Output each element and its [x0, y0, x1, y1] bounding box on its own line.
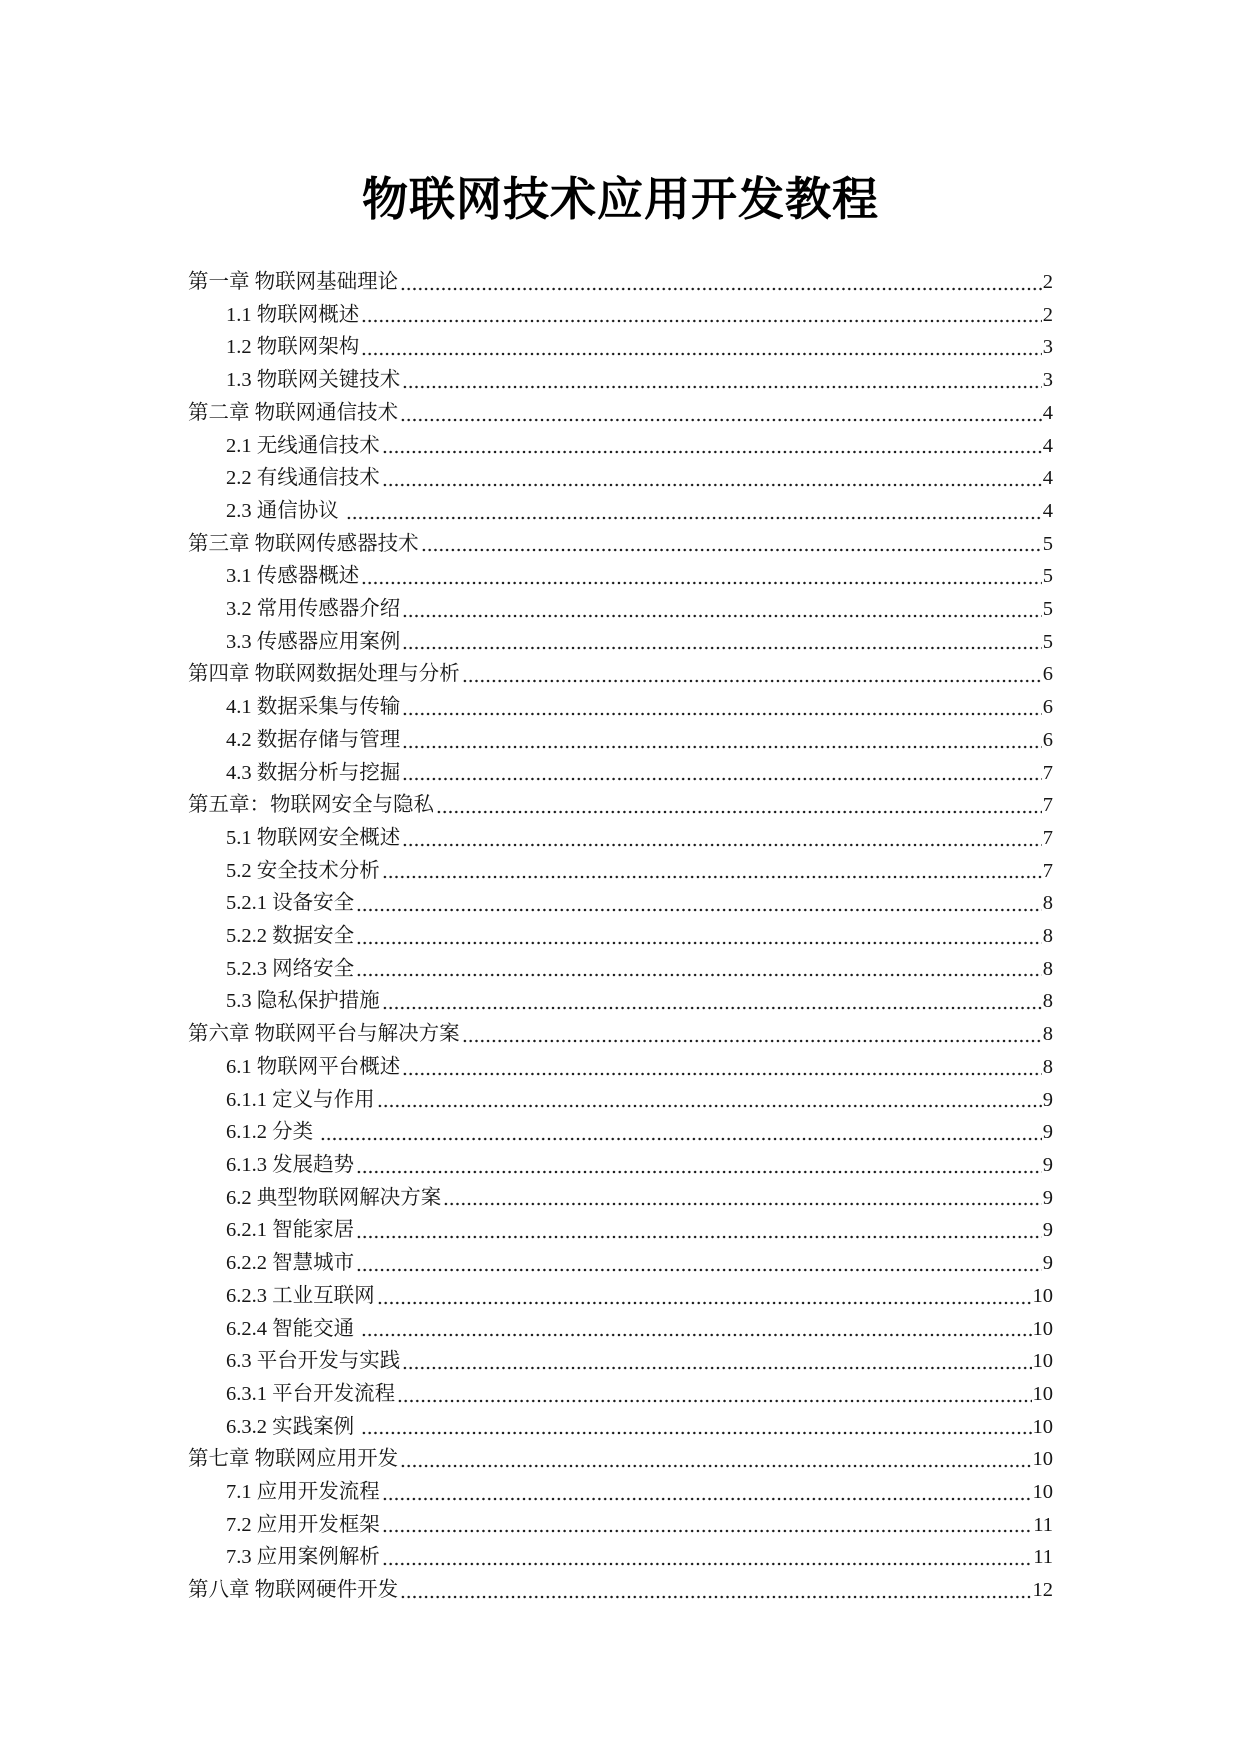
toc-leader-dots	[402, 724, 1042, 757]
toc-entry-label: 6.2.3 工业互联网	[226, 1284, 375, 1307]
toc-entry-page: 10	[1032, 1350, 1053, 1373]
toc-entry-label: 3.2 常用传感器介绍	[226, 598, 401, 621]
toc-entry[interactable]	[188, 364, 1053, 397]
toc-entry-label: 7.2 应用开发框架	[226, 1513, 380, 1536]
toc-leader-dots	[356, 920, 1042, 953]
toc-entry[interactable]	[188, 331, 1053, 364]
toc-entry-label: 6.2 典型物联网解决方案	[226, 1186, 442, 1209]
toc-entry-label: 第四章 物联网数据处理与分析	[188, 663, 460, 686]
toc-entry-label: 5.2 安全技术分析	[226, 859, 380, 882]
toc-leader-dots	[356, 1149, 1042, 1182]
toc-entry[interactable]	[188, 1247, 1053, 1280]
toc-entry[interactable]	[188, 593, 1053, 626]
toc-entry-label: 3.1 传感器概述	[226, 565, 360, 588]
toc-entry-page: 10	[1032, 1481, 1053, 1504]
toc-entry-label: 5.3 隐私保护措施	[226, 990, 380, 1013]
toc-entry[interactable]	[188, 1280, 1053, 1313]
toc-leader-dots	[382, 462, 1042, 495]
toc-entry-page: 11	[1033, 1546, 1053, 1569]
toc-entry-page: 4	[1042, 499, 1053, 522]
toc-entry-label: 2.2 有线通信技术	[226, 467, 380, 490]
toc-entry[interactable]	[188, 560, 1053, 593]
toc-entry[interactable]	[188, 1443, 1053, 1476]
toc-entry-label: 7.3 应用案例解析	[226, 1546, 380, 1569]
toc-entry-page: 2	[1042, 271, 1053, 293]
toc-entry[interactable]	[188, 953, 1053, 986]
toc-entry-label: 6.3 平台开发与实践	[226, 1350, 401, 1373]
toc-entry[interactable]	[188, 1313, 1053, 1346]
toc-leader-dots	[356, 1214, 1042, 1247]
toc-leader-dots	[361, 331, 1042, 364]
toc-leader-dots	[361, 1411, 1031, 1444]
toc-entry-page: 9	[1042, 1252, 1053, 1275]
toc-entry-page: 10	[1032, 1317, 1053, 1340]
toc-leader-dots	[400, 266, 1042, 299]
toc-entry-label: 1.3 物联网关键技术	[226, 369, 401, 392]
toc-entry[interactable]	[188, 822, 1053, 855]
toc-entry-page: 10	[1032, 1448, 1053, 1471]
toc-entry-page: 8	[1042, 1055, 1053, 1078]
toc-entry-label: 第二章 物联网通信技术	[188, 401, 399, 424]
toc-entry-page: 7	[1042, 826, 1053, 849]
toc-leader-dots	[402, 1345, 1031, 1378]
toc-entry-page: 8	[1042, 1023, 1053, 1046]
toc-entry[interactable]	[188, 397, 1053, 430]
toc-entry[interactable]	[188, 626, 1053, 659]
toc-entry-page: 2	[1042, 303, 1053, 326]
toc-entry-label: 3.3 传感器应用案例	[226, 630, 401, 653]
toc-entry[interactable]	[188, 495, 1053, 528]
toc-entry-page: 9	[1042, 1186, 1053, 1209]
toc-entry[interactable]	[188, 299, 1053, 332]
toc-leader-dots	[361, 299, 1042, 332]
toc-entry[interactable]	[188, 1411, 1053, 1444]
toc-entry[interactable]	[188, 1149, 1053, 1182]
toc-leader-dots	[382, 1541, 1033, 1574]
toc-entry-page: 10	[1032, 1415, 1053, 1438]
toc-leader-dots	[320, 1116, 1042, 1149]
toc-entry-label: 5.2.3 网络安全	[226, 957, 355, 980]
toc-entry-page: 5	[1042, 532, 1053, 555]
toc-list	[188, 266, 1053, 1607]
toc-leader-dots	[421, 528, 1042, 561]
toc-entry[interactable]	[188, 430, 1053, 463]
toc-entry-label: 7.1 应用开发流程	[226, 1481, 380, 1504]
toc-entry[interactable]	[188, 1182, 1053, 1215]
toc-entry-label: 第五章：物联网安全与隐私	[188, 794, 434, 817]
toc-entry-label: 6.2.4 智能交通	[226, 1317, 360, 1340]
toc-entry-page: 12	[1032, 1579, 1053, 1602]
toc-leader-dots	[361, 560, 1042, 593]
toc-entry-page: 4	[1042, 401, 1053, 424]
toc-leader-dots	[402, 691, 1042, 724]
toc-entry[interactable]	[188, 266, 1053, 299]
toc-entry-label: 第八章 物联网硬件开发	[188, 1579, 399, 1602]
toc-entry-page: 6	[1042, 663, 1053, 686]
toc-entry-page: 8	[1042, 925, 1053, 948]
toc-entry[interactable]	[188, 1084, 1053, 1117]
toc-entry[interactable]	[188, 462, 1053, 495]
toc-entry-page: 8	[1042, 892, 1053, 915]
toc-entry-page: 9	[1042, 1121, 1053, 1144]
toc-entry[interactable]	[188, 1116, 1053, 1149]
toc-entry[interactable]	[188, 1541, 1053, 1574]
toc-entry-label: 6.3.2 实践案例	[226, 1415, 360, 1438]
toc-entry[interactable]	[188, 1509, 1053, 1542]
toc-entry-page: 3	[1042, 336, 1053, 359]
toc-leader-dots	[356, 887, 1042, 920]
toc-leader-dots	[382, 1509, 1033, 1542]
toc-entry-label: 1.1 物联网概述	[226, 303, 360, 326]
toc-entry[interactable]	[188, 1051, 1053, 1084]
toc-leader-dots	[402, 593, 1042, 626]
toc-entry-label: 5.1 物联网安全概述	[226, 826, 401, 849]
toc-entry-page: 5	[1042, 565, 1053, 588]
toc-entry-label: 6.1 物联网平台概述	[226, 1055, 401, 1078]
toc-leader-dots	[402, 822, 1042, 855]
toc-leader-dots	[400, 397, 1042, 430]
toc-entry[interactable]	[188, 1345, 1053, 1378]
toc-leader-dots	[377, 1084, 1042, 1117]
toc-entry[interactable]	[188, 1574, 1053, 1607]
toc-entry[interactable]	[188, 691, 1053, 724]
toc-entry-page: 8	[1042, 957, 1053, 980]
toc-entry-page: 10	[1032, 1382, 1053, 1405]
toc-entry-label: 第一章 物联网基础理论	[188, 271, 399, 293]
toc-entry-label: 6.1.2 分类	[226, 1121, 319, 1144]
toc-entry-page: 9	[1042, 1153, 1053, 1176]
toc-leader-dots	[443, 1182, 1042, 1215]
toc-leader-dots	[361, 1313, 1031, 1346]
toc-entry-page: 7	[1042, 859, 1053, 882]
toc-entry-page: 9	[1042, 1219, 1053, 1242]
toc-entry-page: 3	[1042, 369, 1053, 392]
toc-entry-label: 4.1 数据采集与传输	[226, 696, 401, 719]
toc-entry-page: 8	[1042, 990, 1053, 1013]
toc-leader-dots	[400, 1574, 1031, 1607]
toc-entry[interactable]	[188, 1018, 1053, 1051]
toc-leader-dots	[382, 855, 1042, 888]
toc-leader-dots	[356, 1247, 1042, 1280]
toc-leader-dots	[402, 1051, 1042, 1084]
toc-entry-label: 6.2.1 智能家居	[226, 1219, 355, 1242]
toc-entry-label: 5.2.1 设备安全	[226, 892, 355, 915]
toc-entry-page: 6	[1042, 696, 1053, 719]
toc-entry[interactable]	[188, 658, 1053, 691]
toc-entry-label: 5.2.2 数据安全	[226, 925, 355, 948]
toc-entry[interactable]	[188, 789, 1053, 822]
toc-leader-dots	[462, 1018, 1042, 1051]
toc-entry[interactable]	[188, 887, 1053, 920]
toc-entry-label: 6.1.1 定义与作用	[226, 1088, 375, 1111]
toc-entry-page: 11	[1033, 1513, 1053, 1536]
page-title: 物联网技术应用开发教程	[362, 174, 879, 225]
toc-entry-page: 5	[1042, 630, 1053, 653]
toc-entry-page: 5	[1042, 598, 1053, 621]
toc-leader-dots	[382, 1476, 1032, 1509]
toc-entry-page: 4	[1042, 467, 1053, 490]
toc-entry-page: 7	[1042, 761, 1053, 784]
toc-entry-label: 6.1.3 发展趋势	[226, 1153, 355, 1176]
toc-leader-dots	[402, 757, 1042, 790]
toc-leader-dots	[382, 430, 1042, 463]
toc-leader-dots	[402, 364, 1042, 397]
toc-leader-dots	[436, 789, 1042, 822]
toc-entry-page: 9	[1042, 1088, 1053, 1111]
toc-leader-dots	[462, 658, 1042, 691]
toc-entry[interactable]	[188, 1476, 1053, 1509]
toc-entry-page: 6	[1042, 728, 1053, 751]
toc-entry[interactable]	[188, 1378, 1053, 1411]
toc-entry[interactable]	[188, 1214, 1053, 1247]
toc-leader-dots	[397, 1378, 1031, 1411]
toc-entry-label: 4.3 数据分析与挖掘	[226, 761, 401, 784]
toc-entry[interactable]	[188, 855, 1053, 888]
toc-entry[interactable]	[188, 757, 1053, 790]
toc-entry-page: 4	[1042, 434, 1053, 457]
toc-entry-label: 6.2.2 智慧城市	[226, 1252, 355, 1275]
toc-entry-label: 2.3 通信协议	[226, 499, 344, 522]
toc-entry[interactable]	[188, 920, 1053, 953]
toc-leader-dots	[356, 953, 1042, 986]
toc-leader-dots	[382, 985, 1042, 1018]
toc-entry-label: 第七章 物联网应用开发	[188, 1448, 399, 1471]
toc-entry-page: 7	[1042, 794, 1053, 817]
toc-leader-dots	[402, 626, 1042, 659]
toc-entry[interactable]	[188, 985, 1053, 1018]
toc-entry-label: 2.1 无线通信技术	[226, 434, 380, 457]
toc-entry-label: 1.2 物联网架构	[226, 336, 360, 359]
toc-leader-dots	[400, 1443, 1031, 1476]
toc-entry[interactable]	[188, 528, 1053, 561]
toc-entry-label: 第三章 物联网传感器技术	[188, 532, 419, 555]
toc-entry-label: 6.3.1 平台开发流程	[226, 1382, 396, 1405]
toc-entry-label: 第六章 物联网平台与解决方案	[188, 1023, 460, 1046]
toc-entry[interactable]	[188, 724, 1053, 757]
toc-entry-label: 4.2 数据存储与管理	[226, 728, 401, 751]
toc-entry-page: 10	[1032, 1284, 1053, 1307]
toc-leader-dots	[346, 495, 1042, 528]
toc-leader-dots	[377, 1280, 1032, 1313]
